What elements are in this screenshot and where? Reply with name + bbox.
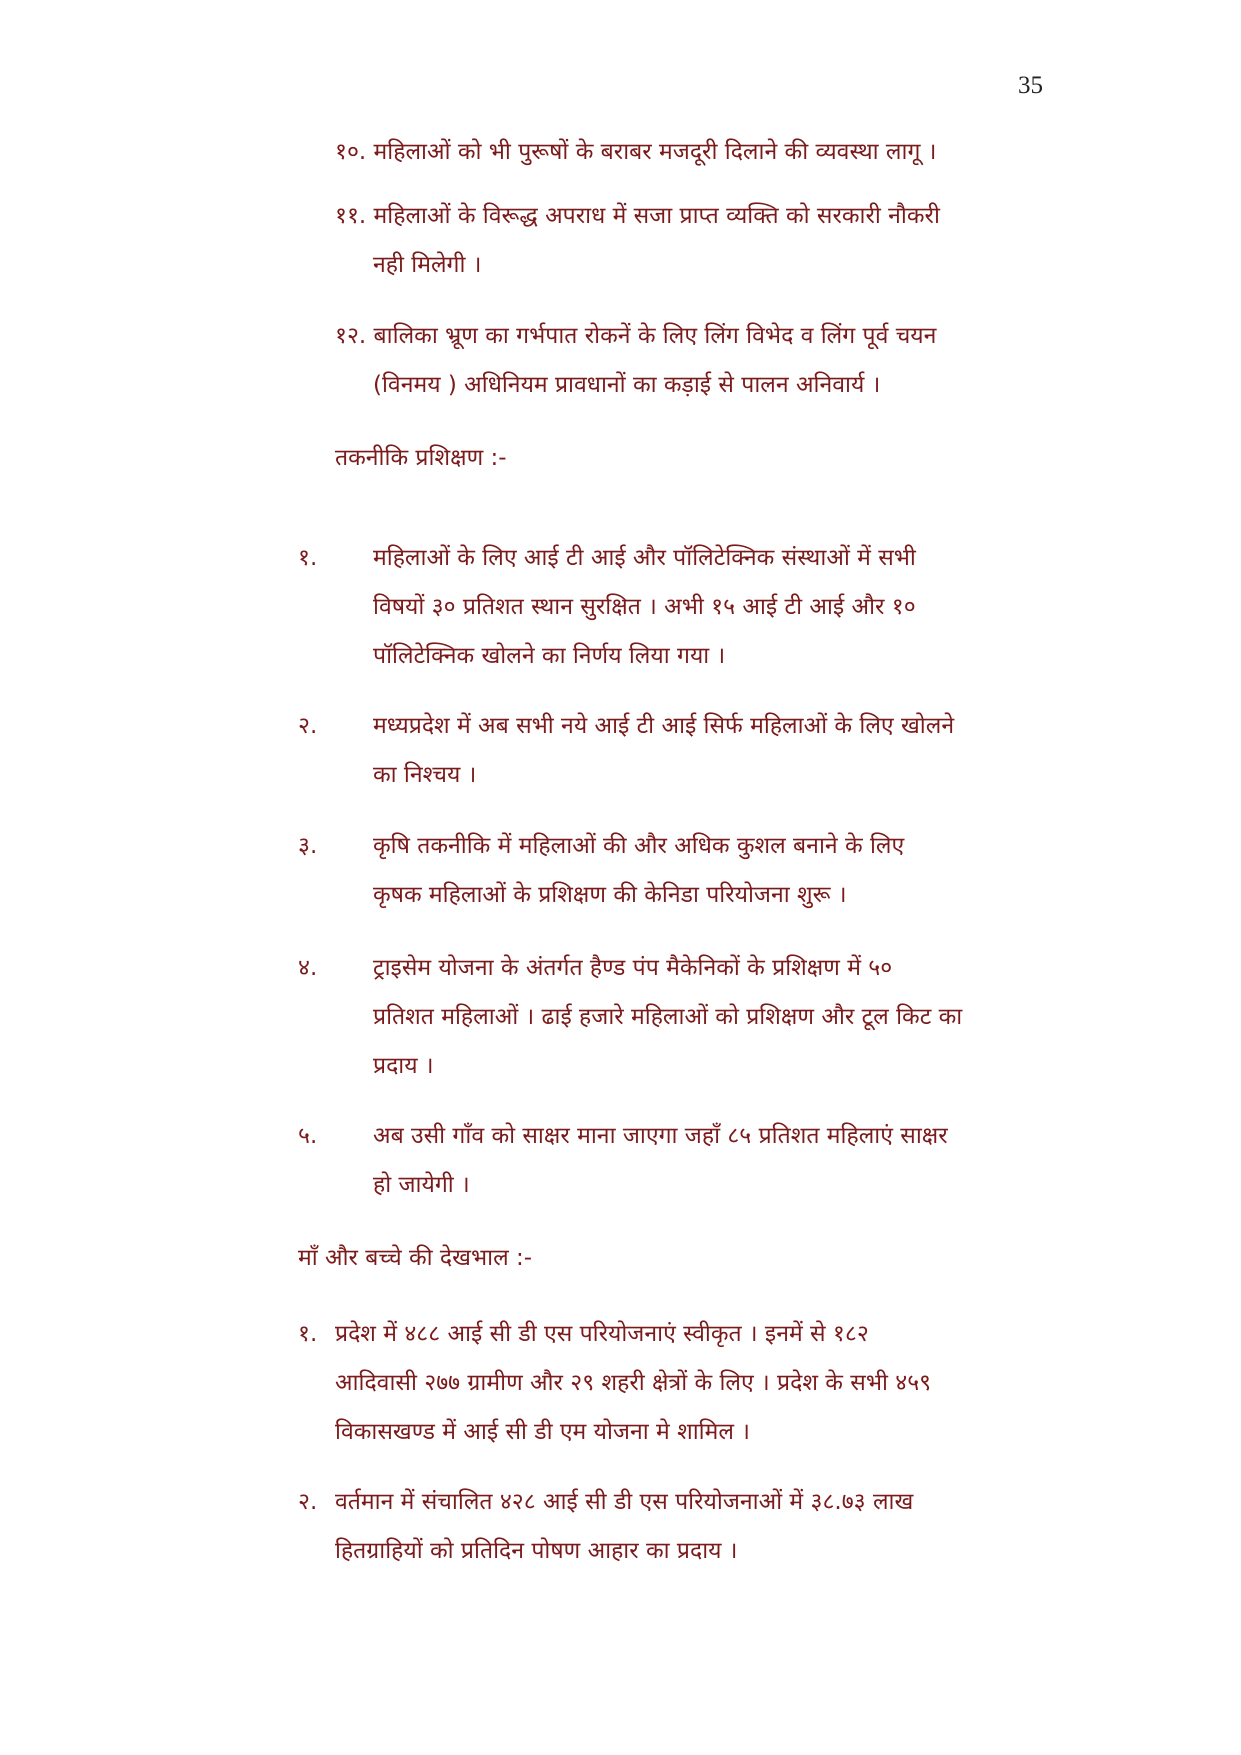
item-number: ५.: [298, 1123, 318, 1149]
item-number: २.: [298, 713, 318, 739]
list-item-12: [335, 312, 1035, 410]
item-text: अब उसी गाँव को साक्षर माना जाएगा जहाँ ८५ प्रतिशत महिलाएं साक्षर: [373, 1123, 948, 1149]
item-number: ३.: [298, 833, 318, 859]
item-text: प्रदाय ।: [373, 1053, 434, 1079]
item-text: प्रदेश में ४८८ आई सी डी एस परियोजनाएं स्वीकृत । इनमें से १८२: [335, 1321, 869, 1347]
list-item-text: १२. बालिका भ्रूण का गर्भपात रोकनें के लिए लिंग विभेद व लिंग पूर्व चयन: [335, 323, 937, 349]
item-text: हो जायेगी ।: [373, 1172, 470, 1198]
section1-item-1: [298, 534, 1058, 681]
list-item-text: १०. महिलाओं को भी पुरूषों के बराबर मजदूरी दिलाने की व्यवस्था लागू ।: [335, 139, 937, 165]
item-text: प्रतिशत महिलाओं । ढाई हजारे महिलाओं को प्रशिक्षण और टूल किट का: [373, 1004, 963, 1030]
item-text: ट्राइसेम योजना के अंतर्गत हैण्ड पंप मैकेनिकों के प्रशिक्षण में ५०: [373, 955, 893, 981]
section1-item-4: [298, 944, 1058, 1091]
item-text: विषयों ३० प्रतिशत स्थान सुरक्षित । अभी १५ आई टी आई और १०: [373, 594, 916, 620]
list-item-text: (विनमय ) अधिनियम प्रावधानों का कड़ाई से पालन अनिवार्य ।: [373, 372, 881, 398]
item-text: महिलाओं के लिए आई टी आई और पॉलिटेक्निक संस्थाओं में सभी: [373, 545, 916, 571]
page-number: 35: [1018, 72, 1043, 99]
list-item-10: [335, 128, 1035, 177]
item-number: ४.: [298, 955, 318, 981]
item-text: वर्तमान में संचालित ४२८ आई सी डी एस परियोजनाओं में ३८.७३ लाख: [335, 1489, 914, 1515]
section1-item-3: [298, 822, 1058, 920]
item-number: १.: [298, 545, 318, 571]
section2-item-1: [298, 1310, 1058, 1457]
item-text: मध्यप्रदेश में अब सभी नये आई टी आई सिर्फ महिलाओं के लिए खोलने: [373, 713, 955, 739]
list-item-text: नही मिलेगी ।: [373, 252, 482, 278]
section-heading-mother-child-care: माँ और बच्चे की देखभाल :-: [298, 1245, 533, 1271]
section-heading-technical-training: तकनीकि प्रशिक्षण :-: [335, 445, 507, 471]
item-text: कृषि तकनीकि में महिलाओं की और अधिक कुशल बनाने के लिए: [373, 833, 905, 859]
item-text: विकासखण्ड में आई सी डी एम योजना मे शामिल ।: [335, 1419, 751, 1445]
item-text: का निश्चय ।: [373, 762, 477, 788]
list-item-text: ११. महिलाओं के विरूद्ध अपराध में सजा प्राप्त व्यक्ति को सरकारी नौकरी: [335, 203, 940, 229]
section1-item-2: [298, 702, 1058, 800]
item-text: आदिवासी २७७ ग्रामीण और २९ शहरी क्षेत्रों के लिए । प्रदेश के सभी ४५९: [335, 1370, 932, 1396]
item-number: २.: [298, 1489, 318, 1515]
item-text: हितग्राहियों को प्रतिदिन पोषण आहार का प्रदाय ।: [335, 1538, 738, 1564]
section1-item-5: [298, 1112, 1058, 1210]
item-number: १.: [298, 1321, 318, 1347]
item-text: पॉलिटेक्निक खोलने का निर्णय लिया गया ।: [373, 643, 726, 669]
item-text: कृषक महिलाओं के प्रशिक्षण की केनिडा परियोजना शुरू ।: [373, 882, 847, 908]
section2-item-2: [298, 1478, 1058, 1576]
list-item-11: [335, 192, 1035, 290]
